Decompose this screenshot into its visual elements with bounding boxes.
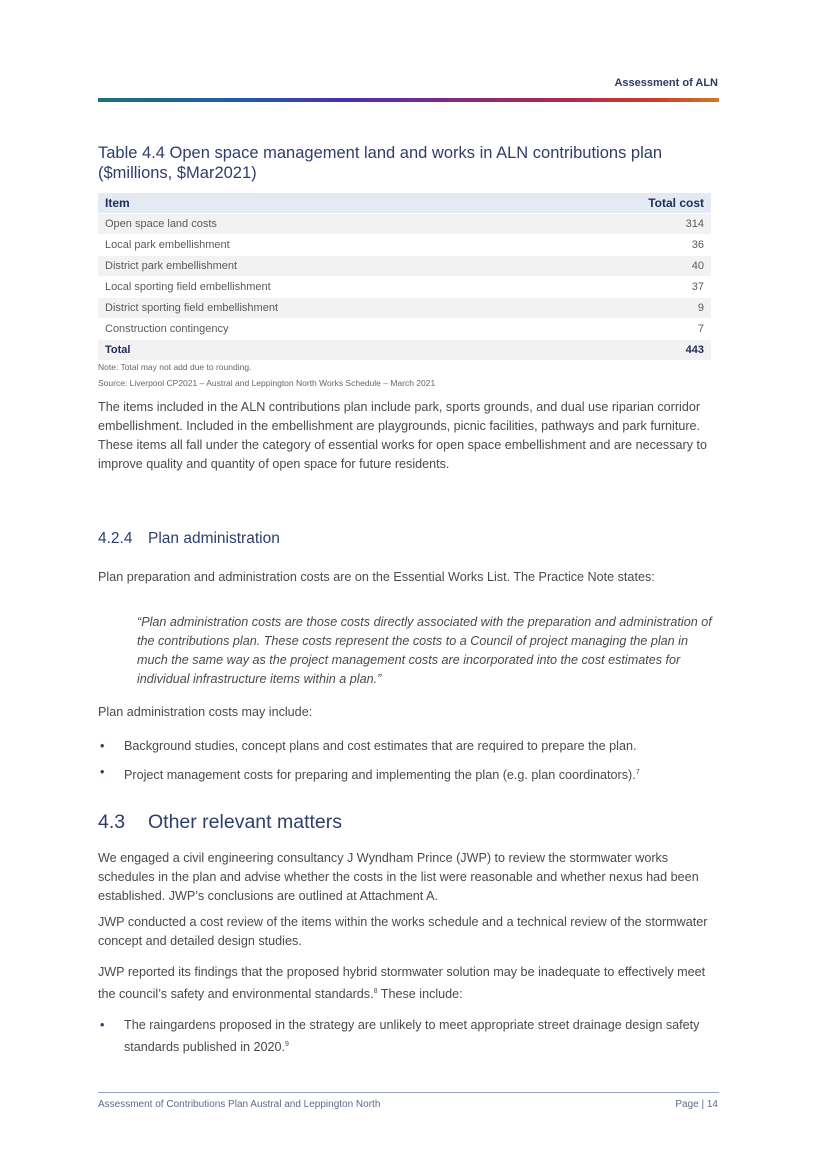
footer-document-title: Assessment of Contributions Plan Austral and Leppington North <box>98 1099 381 1110</box>
list-item-text-wrap <box>124 763 720 785</box>
list-item <box>98 763 720 785</box>
footnote-ref[interactable]: 8 <box>373 988 378 995</box>
column-header-item: Item <box>98 193 544 214</box>
section-number: 4.2.4 <box>98 530 133 547</box>
list-item-text: Project management costs for preparing and implementing the plan (e.g. plan coordinators). <box>124 768 636 783</box>
footnote-ref[interactable]: 9 <box>285 1041 289 1048</box>
row-cost: 40 <box>544 256 711 277</box>
section-title: Plan administration <box>148 530 280 547</box>
row-item: Local park embellishment <box>98 235 544 256</box>
paragraph-jwp-engaged: We engaged a civil engineering consultancy J Wyndham Prince (JWP) to review the stormwater works schedules in the plan and advise whether the costs in the list were reasonable and whether nexus had been established. JWP’s conclusions are outlined at Attachment A. <box>98 851 699 903</box>
table-row <box>98 298 711 319</box>
bullet-icon: • <box>100 739 105 753</box>
practice-note-quote: “Plan administration costs are those costs directly associated with the preparation and administration of the contributions plan. These costs represent the costs to a Council of project managing the plan in much the same way as the project management costs are incorporated into the cost estimates for individual infrastructure items within a plan.” <box>137 615 712 686</box>
row-cost: 36 <box>544 235 711 256</box>
table-header-row <box>98 193 711 214</box>
table-title: Table 4.4 Open space management land and works in ALN contributions plan ($millions, $Mar2021) <box>98 144 663 182</box>
findings-text: JWP reported its findings that the proposed hybrid stormwater solution may be inadequate to effectively meet the council’s safety and environmental standards. <box>98 965 706 1002</box>
section-heading-4-2-4 <box>98 530 280 548</box>
table-source: Source: Liverpool CP2021 – Austral and Leppington North Works Schedule – March 2021 <box>98 378 436 388</box>
paragraph-jwp-review: JWP conducted a cost review of the items within the works schedule and a technical review of the stormwater concept and detailed design studies. <box>98 915 708 948</box>
header-gradient-rule <box>98 98 719 102</box>
row-item: Construction contingency <box>98 319 544 340</box>
list-item-text: The raingardens proposed in the strategy are unlikely to meet appropriate street drainage design safety standards published in 2020. <box>124 1018 700 1055</box>
footer-rule <box>98 1092 719 1093</box>
list-item <box>98 737 720 756</box>
column-header-total-cost: Total cost <box>544 193 711 214</box>
section-number: 4.3 <box>98 811 126 833</box>
list-item <box>98 1016 720 1057</box>
row-cost: 7 <box>544 319 711 340</box>
row-cost: 314 <box>544 214 711 235</box>
table-note: Note: Total may not add due to rounding. <box>98 362 252 372</box>
bullet-icon: • <box>100 765 105 779</box>
paragraph-plan-intro: Plan preparation and administration costs are on the Essential Works List. The Practice Note states: <box>98 570 655 584</box>
cost-table <box>98 193 711 360</box>
section-title: Other relevant matters <box>148 811 342 833</box>
total-value: 443 <box>544 340 711 361</box>
list-item-text-wrap <box>124 1016 720 1057</box>
findings-text-tail: These include: <box>377 987 463 1002</box>
row-item: District park embellishment <box>98 256 544 277</box>
row-cost: 9 <box>544 298 711 319</box>
row-item: District sporting field embellishment <box>98 298 544 319</box>
list-item-text: Background studies, concept plans and cost estimates that are required to prepare the plan. <box>124 739 637 753</box>
table-total-row <box>98 340 711 361</box>
footnote-ref[interactable]: 7 <box>635 769 640 776</box>
bullet-icon: • <box>100 1018 105 1032</box>
table-row <box>98 235 711 256</box>
paragraph-items: The items included in the ALN contributions plan include park, sports grounds, and dual use riparian corridor embellishment. Included in the embellishment are playgrounds, picnic facilities, pathways and park furniture. These items all fall under the category of essential works for open space embellishment and are necessary to improve quality and quantity of open space for future residents. <box>98 400 708 471</box>
paragraph-jwp-findings <box>98 963 720 1004</box>
table-row <box>98 214 711 235</box>
running-header: Assessment of ALN <box>614 77 718 89</box>
row-item: Open space land costs <box>98 214 544 235</box>
table-row <box>98 277 711 298</box>
footer-page-number: Page | 14 <box>675 1099 718 1110</box>
table-row <box>98 319 711 340</box>
total-label: Total <box>98 340 544 361</box>
row-cost: 37 <box>544 277 711 298</box>
table-row <box>98 256 711 277</box>
paragraph-list-intro: Plan administration costs may include: <box>98 705 313 719</box>
section-heading-4-3 <box>98 811 342 834</box>
row-item: Local sporting field embellishment <box>98 277 544 298</box>
